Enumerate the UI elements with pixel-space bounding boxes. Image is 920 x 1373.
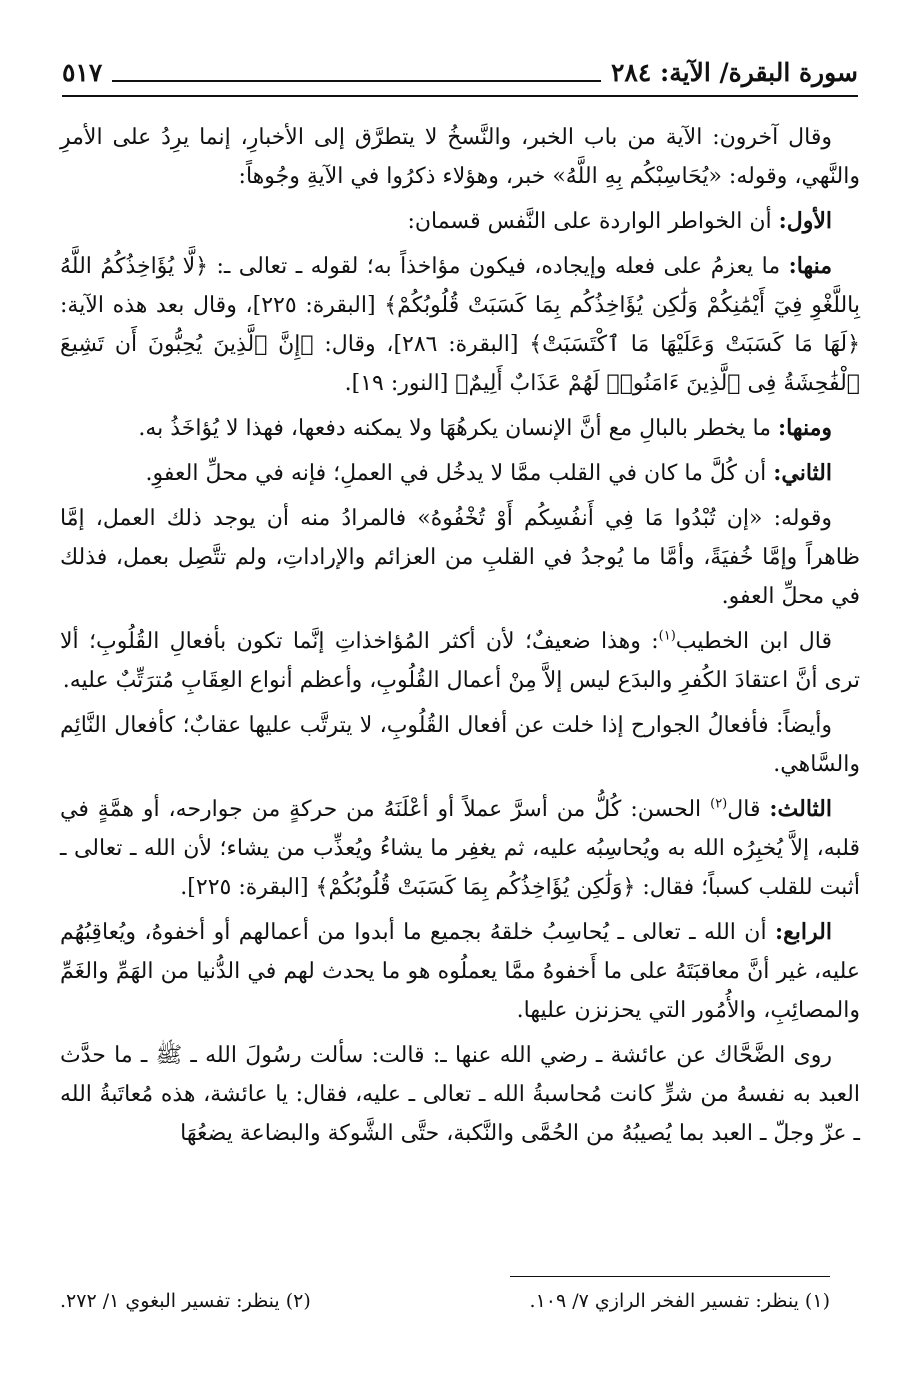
running-header — [62, 52, 858, 92]
page-number: ٥١٧ — [62, 57, 103, 87]
paragraph-lead: الرابع: — [774, 919, 832, 945]
paragraph-minha — [60, 247, 860, 403]
surah-ayah-title: سورة البقرة/ الآية: ٢٨٤ — [610, 57, 858, 87]
footnote-2: (٢) ينظر: تفسير البغوي ١/ ٢٧٢. — [60, 1290, 311, 1312]
paragraph-lead: منها: — [788, 253, 832, 279]
paragraph-first — [60, 202, 860, 241]
paragraph-text: وأيضاً: فأفعالُ الجوارح إذا خلت عن أفعال القُلُوبِ، لا يترتَّب عليها عقابٌ؛ كأفعال النَّائِم والسَّاهي. — [60, 713, 860, 777]
footnote-1: (١) ينظر: تفسير الفخر الرازي ٧/ ١٠٩. — [529, 1290, 830, 1312]
paragraph-text: روى الضَّحَّاك عن عائشة ـ رضي الله عنها ـ: قالت: سألت رسُولَ الله ـ ﷺ ـ ما حدَّث العبد به نفسهُ من شرٍّ كانت مُحاسبةُ الله ـ تعالى ـ عليه، فقال: يا عائشة، هذه مُعاتَبةُ الله ـ عزّ وجلّ ـ العبد بما يُصيبُهُ من الحُمَّى والنَّكبة، حتَّى الشَّوكة والبضاعة يضعُهَا — [60, 1043, 860, 1146]
paragraph-aydan — [60, 706, 860, 784]
paragraph-text-cont: : وهذا ضعيفٌ؛ لأن أكثر المُؤاخذاتِ إنَّما تكون بأفعالِ القُلُوبِ؛ ألا ترى أنَّ اعتقادَ الكُفرِ والبدَع ليس إلاَّ مِنْ أعمال القُلُوبِ، وأعظم أنواع العِقَابِ مُترَتِّبٌ عليه. — [60, 629, 860, 693]
paragraph-lead: الثالث: — [769, 796, 832, 822]
paragraph-text: أن الخواطر الواردة على النَّفس قسمان: — [407, 209, 779, 234]
paragraph-lead: الثاني: — [773, 460, 832, 486]
footnote-rule — [510, 1276, 830, 1277]
paragraph-aisha-hadith — [60, 1036, 860, 1153]
paragraph-fourth — [60, 913, 860, 1030]
footnote-ref[interactable]: (١) — [658, 628, 676, 644]
paragraph-wa-minha — [60, 409, 860, 448]
paragraph-lead: الأول: — [778, 208, 832, 234]
paragraph-text: أن الله ـ تعالى ـ يُحاسِبُ خلقهُ بجميع ما أبدوا من أعمالهم أو أخفوهُ، ويُعاقِبُهُم عليه، غير أنَّ معاقبَتَهُ على ما أَخفوهُ ممَّا يعملُوه هو ما يحدث لهم في الدُّنيا من الهَمِّ والغَمِّ والمصائِبِ، والأُمُور التي يحزنزن عليها. — [60, 920, 860, 1023]
paragraph-ibn-khatib — [60, 622, 860, 700]
paragraph-text: وقوله: «إن تُبْدُوا مَا فِي أَنفُسِكُم أَوْ تُخْفُوهُ» فالمرادُ منه أن يوجد ذلك العمل، إمَّا ظاهراً وإمَّا خُفيَةً، وأمَّا ما يُوجدُ في القلبِ من العزائم والإراداتِ، ولم تتَّصِل بعمل، فذلك في محلِّ العفو. — [60, 506, 860, 609]
header-rule — [62, 95, 858, 97]
paragraph-text: ما يخطر بالبالِ مع أنَّ الإنسان يكرهُهَا ولا يمكنه دفعها، فهذا لا يُؤاخَذُ به. — [138, 416, 778, 441]
paragraph-text: وقال آخرون: الآية من باب الخبر، والنَّسخُ لا يتطرَّق إلى الأخبارِ، إنما يرِدُ على الأمرِ والنَّهي، وقوله: «يُحَاسِبْكُم بِهِ اللَّهُ» خبر، وهؤلاء ذكرُوا في الآيةِ وجُوهاً: — [60, 125, 860, 189]
paragraph-text: قال — [727, 797, 770, 822]
footnotes — [60, 1290, 830, 1312]
page-body — [60, 118, 860, 1159]
paragraph-second — [60, 454, 860, 493]
paragraph-text: أن كُلَّ ما كان في القلب ممَّا لا يدخُل في العملِ؛ فإنه في محلِّ العفوِ. — [145, 461, 774, 486]
paragraph-text: قال ابن الخطيب — [675, 629, 832, 654]
paragraph-text: ما يعزمُ على فعله وإيجاده، فيكون مؤاخذاً به؛ لقوله ـ تعالى ـ: ﴿لَّا يُؤَاخِذُكُمُ اللَّهُ بِاللَّغْوِ فِيٓ أَيْمَٰنِكُمْ وَلَٰكِن يُؤَاخِذُكُم بِمَا كَسَبَتْ قُلُوبُكُمْ﴾ [البقرة: ٢٢٥]، وقال بعد هذه الآية: ﴿لَهَا مَا كَسَبَتْ وَعَلَيْهَا مَا ٱكْتَسَبَتْ﴾ [البقرة: ٢٨٦]، وقال: ﴿إِنَّ ٱلَّذِينَ يُحِبُّونَ أَن تَشِيعَ ٱلْفَٰحِشَةُ فِى ٱلَّذِينَ ءَامَنُوا۟ لَهُمْ عَذَابٌ أَلِيمٌ﴾ [النور: ١٩]. — [60, 254, 861, 396]
paragraph-third — [60, 790, 860, 907]
paragraph-others-view — [60, 118, 860, 196]
header-line — [112, 80, 601, 82]
paragraph-text-cont: الحسن: كُلُّ من أسرَّ عملاً أو أعْلَنَهُ من حركةٍ من جوارحه، أو همَّةٍ في قلبه، إلاَّ يُخبِرُه الله به ويُحاسِبُه عليه، ثم يغفِر ما يشاءُ ويُعذِّب من يشاء؛ لأن الله ـ تعالى ـ أثبت للقلب كسباً؛ فقال: ﴿وَلَٰكِن يُؤَاخِذُكُم بِمَا كَسَبَتْ قُلُوبُكُمْ﴾ [البقرة: ٢٢٥]. — [60, 797, 860, 900]
footnote-ref[interactable]: (٢) — [710, 796, 728, 812]
paragraph-qawluhu — [60, 499, 860, 616]
paragraph-lead: ومنها: — [777, 415, 832, 441]
